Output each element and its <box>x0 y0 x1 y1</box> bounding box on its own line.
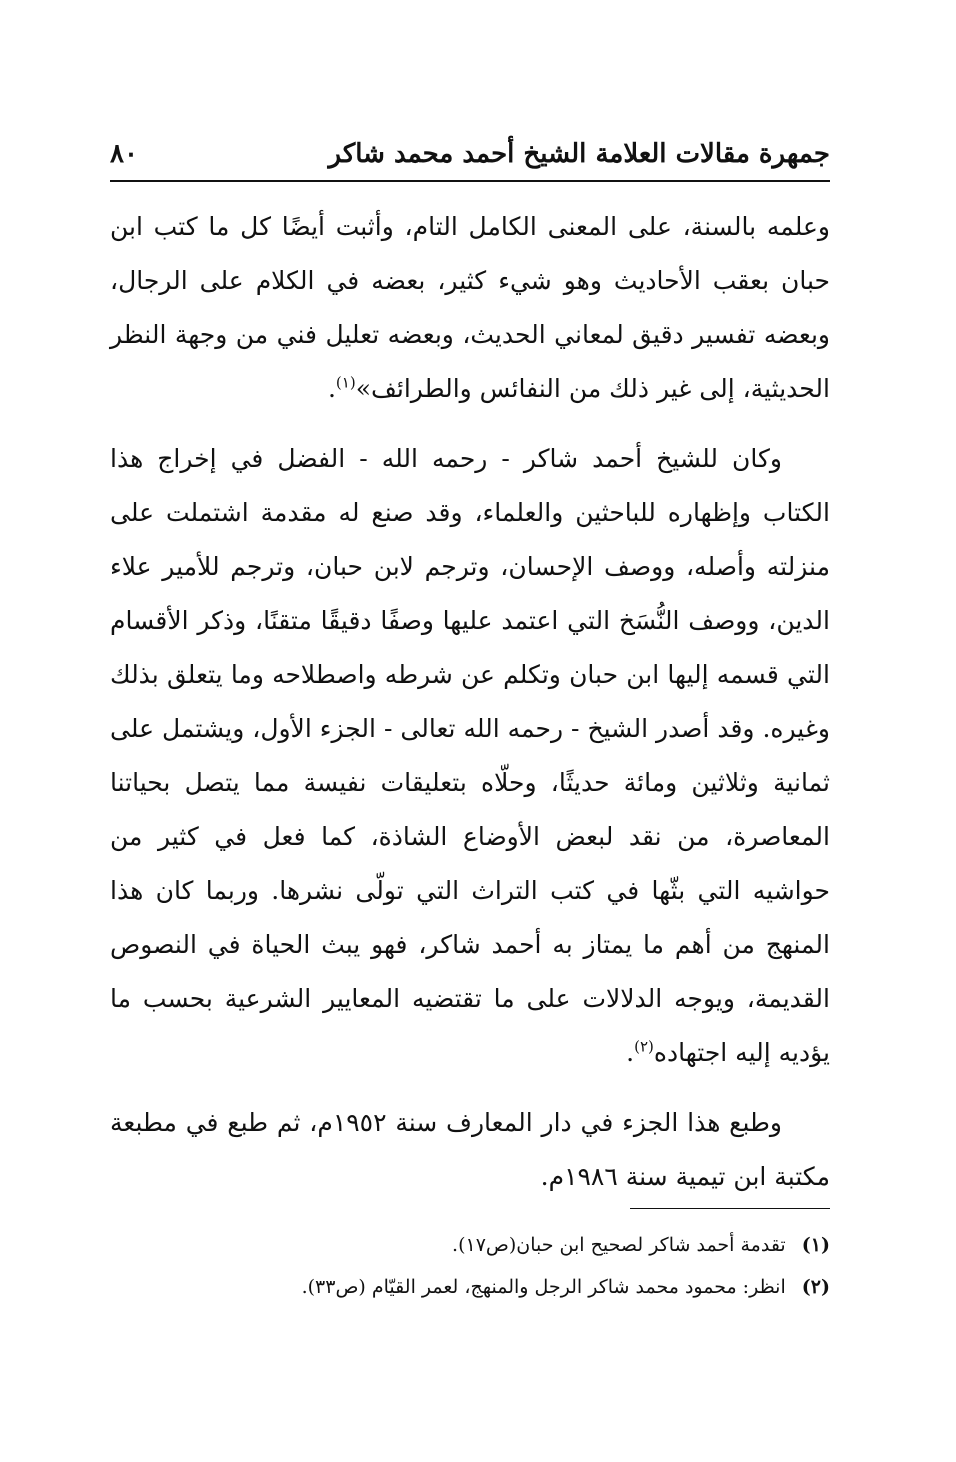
footnote-rule <box>630 1208 830 1209</box>
paragraph <box>110 432 830 1080</box>
footnote-number: (٢) <box>801 1276 830 1298</box>
footnote-text: تقدمة أحمد شاكر لصحيح ابن حبان(ص١٧). <box>452 1234 786 1256</box>
paragraph-text: وكان للشيخ أحمد شاكر - رحمه الله - الفضل في إخراج هذا الكتاب وإظهاره للباحثين والعلماء، وقد صنع له مقدمة اشتملت على منزلته وأصله، ووصف الإحسان، وترجم لابن حبان، وترجم للأمير علاء الدين، ووصف النُّسَخ التي اعتمد عليها وصفًا دقيقًا متقنًا، وذكر الأقسام التي قسمه إليها ابن حبان وتكلم عن شرطه واصطلاحه وما يتعلق بذلك وغيره. وقد أصدر الشيخ - رحمه الله تعالى - الجزء الأول، ويشتمل على ثمانية وثلاثين ومائة حديثًا، وحلّاه بتعليقات نفيسة مما يتصل بحياتنا المعاصرة، من نقد لبعض الأوضاع الشاذة، كما فعل في كثير من حواشيه التي بثّها في كتب التراث التي تولّى نشرها. وربما كان هذا المنهج من أهم ما يمتاز به أحمد شاكر، فهو يبث الحياة في النصوص القديمة، ويوجه الدلالات على ما تقتضيه المعايير الشرعية بحسب ما يؤديه إليه اجتهاده <box>110 444 830 1067</box>
footnote-ref: (١) <box>335 373 356 392</box>
paragraph-text: وطبع هذا الجزء في دار المعارف سنة ١٩٥٢م، ثم طبع في مطبعة مكتبة ابن تيمية سنة ١٩٨٦م. <box>110 1108 830 1191</box>
footnote <box>110 1266 830 1308</box>
running-header <box>110 130 830 178</box>
footnote-number: (١) <box>801 1234 830 1256</box>
running-title: جمهرة مقالات العلامة الشيخ أحمد محمد شاكر <box>328 139 830 169</box>
body-text <box>110 200 830 1220</box>
paragraph <box>110 1096 830 1204</box>
footnote-text: انظر: محمود محمد شاكر الرجل والمنهج، لعمر القيّام (ص٣٣). <box>301 1276 786 1298</box>
footnotes <box>110 1224 830 1308</box>
paragraph-end: . <box>327 374 336 403</box>
header-rule <box>110 180 830 182</box>
paragraph <box>110 200 830 416</box>
paragraph-text: وعلمه بالسنة، على المعنى الكامل التام، وأثبت أيضًا كل ما كتب ابن حبان بعقب الأحاديث وهو شيء كثير، بعضه في الكلام على الرجال، وبعضه تفسير دقيق لمعاني الحديث، وبعضه تعليل فني من وجهة النظر الحديثية، إلى غير ذلك من النفائس والطرائف» <box>110 212 830 403</box>
footnote-ref: (٢) <box>634 1037 654 1056</box>
page-number: ٨٠ <box>110 139 138 169</box>
footnote <box>110 1224 830 1266</box>
paragraph-end: . <box>626 1038 635 1067</box>
